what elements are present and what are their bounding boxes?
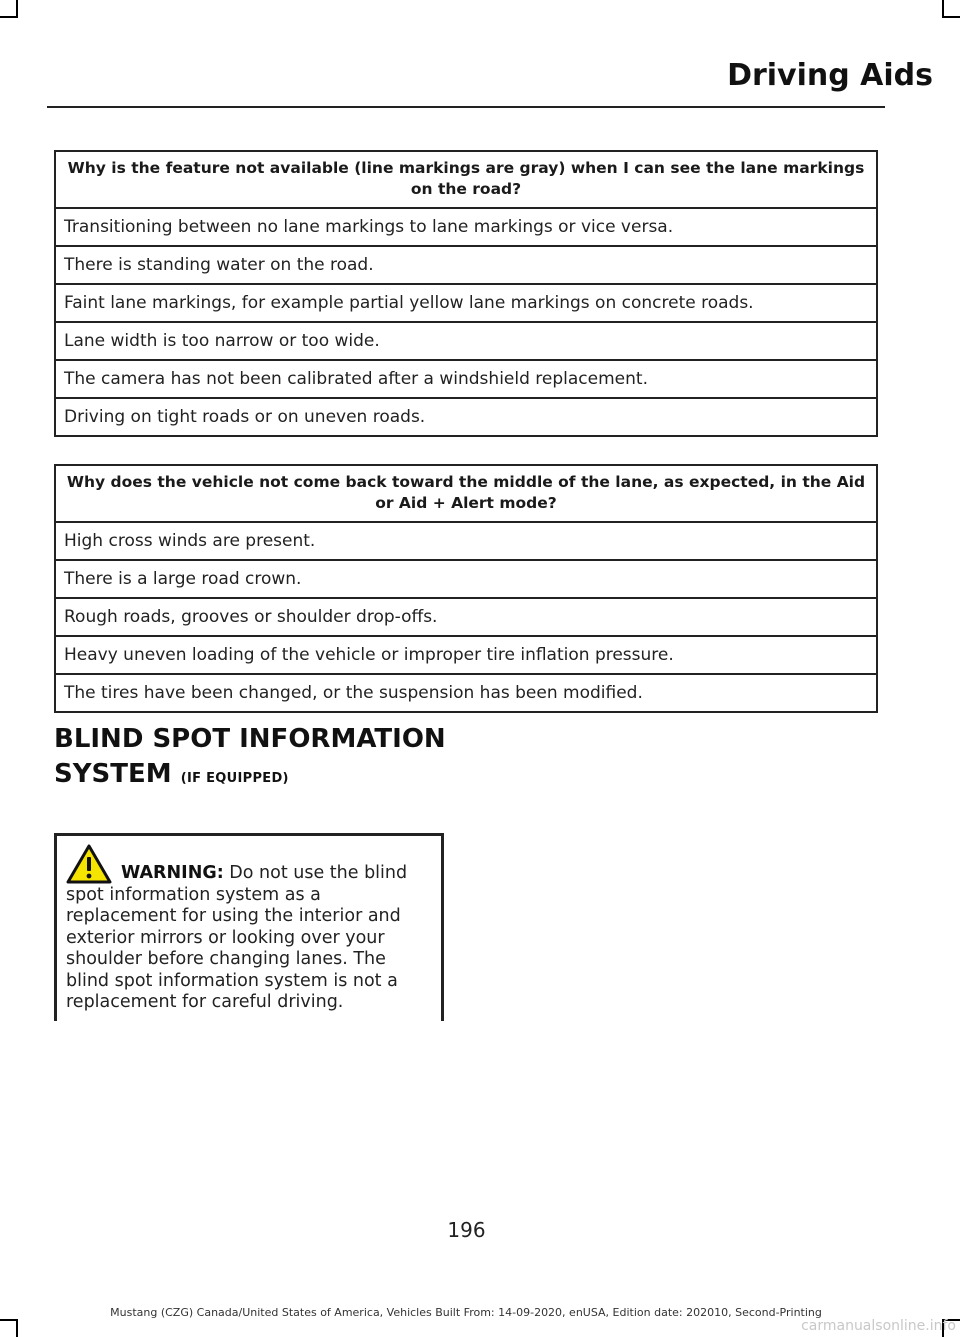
- crop-mark: [942, 16, 960, 18]
- table-row: Rough roads, grooves or shoulder drop-offs.: [55, 598, 877, 636]
- warning-box: [54, 833, 444, 1021]
- section-qualifier: (IF EQUIPPED): [180, 771, 289, 786]
- table-row: The camera has not been calibrated after a windshield replacement.: [55, 360, 877, 398]
- warning-body: Do not use the blind spot information system as a replacement for using the interior and exterior mirrors or looking over your shoulder before changing lanes. The blind spot information system is not a replacement for careful driving.: [66, 863, 408, 1012]
- page-number: 196: [447, 1218, 486, 1242]
- section-title-line1: BLIND SPOT INFORMATION: [54, 724, 446, 754]
- section-heading: [54, 722, 474, 796]
- table-row: Faint lane markings, for example partial yellow lane markings on concrete roads.: [55, 284, 877, 322]
- table-row: There is standing water on the road.: [55, 246, 877, 284]
- table-header: Why is the feature not available (line markings are gray) when I can see the lane markings on the road?: [55, 151, 877, 208]
- crop-mark: [0, 1319, 18, 1321]
- lane-centering-table: [54, 464, 878, 713]
- section-title-line2: SYSTEM: [54, 759, 172, 789]
- header-divider: [47, 106, 885, 108]
- page-title: Driving Aids: [727, 58, 933, 93]
- table-header: Why does the vehicle not come back toward the middle of the lane, as expected, in the Aid or Aid + Alert mode?: [55, 465, 877, 522]
- table-row: Lane width is too narrow or too wide.: [55, 322, 877, 360]
- lane-markings-table: [54, 150, 878, 437]
- table-row: High cross winds are present.: [55, 522, 877, 560]
- crop-mark: [16, 1319, 18, 1337]
- table-row: Transitioning between no lane markings to lane markings or vice versa.: [55, 208, 877, 246]
- warning-text: [66, 863, 428, 1014]
- footer: Mustang (CZG) Canada/United States of America, Vehicles Built From: 14-09-2020, enUSA, Edition date: 202010, Second-Printing: [110, 1306, 822, 1319]
- crop-mark: [0, 16, 18, 18]
- table-row: Driving on tight roads or on uneven roads.: [55, 398, 877, 436]
- warning-label: WARNING:: [121, 863, 224, 883]
- table-row: The tires have been changed, or the suspension has been modified.: [55, 674, 877, 712]
- watermark: carmanualsonline.info: [801, 1318, 956, 1334]
- table-row: Heavy uneven loading of the vehicle or improper tire inflation pressure.: [55, 636, 877, 674]
- table-row: There is a large road crown.: [55, 560, 877, 598]
